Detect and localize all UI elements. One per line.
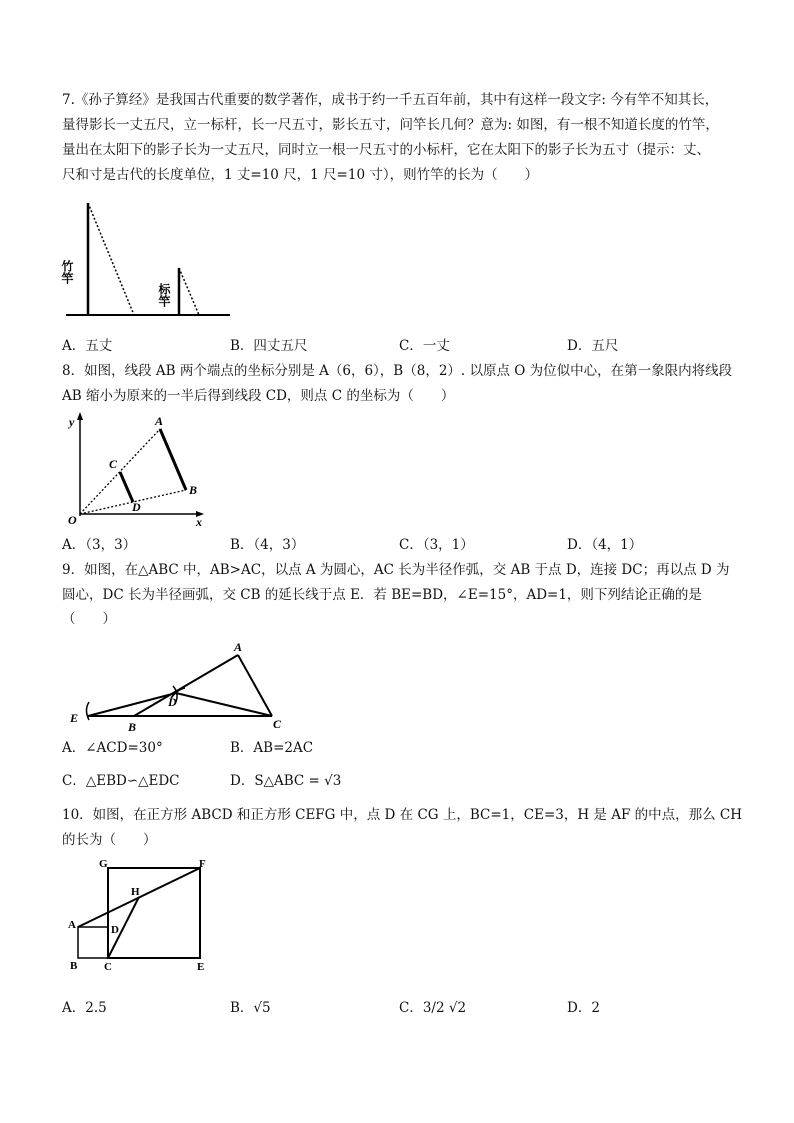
label-d: D bbox=[132, 500, 141, 514]
q8-line-2: AB 缩小为原来的一半后得到线段 CD，则点 C 的坐标为（ ） bbox=[62, 388, 455, 404]
q10-line-2: 的长为（ ） bbox=[62, 832, 157, 848]
q10-option-c[interactable]: C．3/2 √2 bbox=[399, 1000, 467, 1016]
label-h: H bbox=[131, 886, 140, 898]
ray-oa bbox=[80, 429, 160, 514]
label-o: O bbox=[68, 513, 77, 527]
label-y: y bbox=[69, 415, 75, 429]
q10-figure bbox=[62, 855, 222, 980]
arc-at-e bbox=[87, 702, 90, 720]
label-b: B bbox=[70, 960, 78, 972]
q9-line-3: （ ） bbox=[62, 611, 116, 627]
q7-line-4: 尺和寸是古代的长度单位，1 丈=10 尺，1 尺=10 寸），则竹竿的长为（ ） bbox=[62, 167, 539, 183]
square-cefg bbox=[108, 868, 200, 958]
label-d: D bbox=[168, 695, 177, 709]
label-a: A bbox=[234, 640, 243, 654]
q10-option-a[interactable]: A．2.5 bbox=[62, 1000, 107, 1016]
label-a: A bbox=[68, 919, 76, 931]
label-x: x bbox=[196, 515, 202, 529]
label-c: C bbox=[104, 961, 112, 973]
q8-line-1: 8．如图，线段 AB 两个端点的坐标分别是 A（6，6），B（8，2）. 以原点 O 为位似中心，在第一象限内将线段 bbox=[62, 363, 733, 379]
segment-ed bbox=[88, 693, 176, 716]
q7-line-3: 量出在太阳下的影子长为一丈五尺，同时立一根一尺五寸的小标杆，它在太阳下的影子长为五寸（提示：丈、 bbox=[62, 142, 710, 158]
stick-label: 标竿 bbox=[157, 283, 171, 307]
label-c: C bbox=[273, 717, 282, 731]
q9-line-2: 圆心，DC 长为半径画弧，交 CB 的延长线于点 E．若 BE=BD，∠E=15°，AD=1，则下列结论正确的是 bbox=[62, 587, 702, 603]
q10-option-b[interactable]: B．√5 bbox=[230, 1000, 271, 1016]
q9-option-c[interactable]: C．△EBD∽△EDC bbox=[62, 773, 180, 789]
q7-option-c[interactable]: C．一丈 bbox=[399, 338, 450, 354]
q8-option-b[interactable]: B．（4，3） bbox=[230, 537, 305, 553]
label-b: B bbox=[128, 720, 137, 734]
q7-figure bbox=[60, 195, 240, 325]
q9-figure bbox=[62, 638, 302, 738]
q7-line-2: 量得影长一丈五尺，立一标杆，长一尺五寸，影长五寸，问竿长几何？意为: 如图，有一根不知道长度的竹竿， bbox=[62, 117, 719, 133]
q8-figure bbox=[62, 412, 212, 532]
q8-option-d[interactable]: D．（4，1） bbox=[567, 537, 643, 553]
q9-option-a[interactable]: A．∠ACD=30° bbox=[62, 740, 163, 756]
square-abcd bbox=[78, 927, 108, 958]
q9-line-1: 9．如图，在△ABC 中，AB>AC，以点 A 为圆心，AC 长为半径作弧，交 AB 于点 D，连接 DC；再以点 D 为 bbox=[62, 562, 730, 578]
label-e: E bbox=[197, 961, 205, 973]
q9-option-b[interactable]: B．AB=2AC bbox=[230, 740, 314, 756]
q10-line-1: 10．如图，在正方形 ABCD 和正方形 CEFG 中，点 D 在 CG 上，BC=1，CE=3，H 是 AF 的中点，那么 CH bbox=[62, 807, 742, 823]
q7-line-1: 7.《孙子算经》是我国古代重要的数学著作，成书于约一千五百年前，其中有这样一段文字: 今有竿不知其长， bbox=[62, 92, 719, 108]
stick-shadow-ray bbox=[179, 268, 199, 315]
pole-label: 竹竿 bbox=[60, 260, 74, 284]
y-axis-arrow bbox=[77, 412, 83, 420]
label-b: B bbox=[189, 483, 198, 497]
segment-cd bbox=[120, 472, 133, 502]
q10-option-d[interactable]: D．2 bbox=[567, 1000, 600, 1016]
segment-ab bbox=[134, 655, 238, 716]
q7-option-d[interactable]: D．五尺 bbox=[567, 338, 619, 354]
segment-ab bbox=[160, 429, 186, 490]
label-c: C bbox=[109, 457, 118, 471]
segment-dc bbox=[176, 693, 272, 716]
segment-ac bbox=[238, 655, 272, 716]
label-g: G bbox=[99, 858, 108, 870]
pole-shadow-ray bbox=[88, 203, 134, 315]
q7-option-a[interactable]: A．五丈 bbox=[62, 338, 113, 354]
label-e: E bbox=[70, 711, 79, 725]
q7-option-b[interactable]: B．四丈五尺 bbox=[230, 338, 308, 354]
q8-option-a[interactable]: A．（3，3） bbox=[62, 537, 137, 553]
label-f: F bbox=[199, 858, 206, 870]
label-d: D bbox=[111, 924, 119, 936]
q9-option-d[interactable]: D．S△ABC = √3 bbox=[230, 773, 342, 789]
label-a: A bbox=[155, 414, 164, 428]
q8-option-c[interactable]: C．（3，1） bbox=[399, 537, 474, 553]
